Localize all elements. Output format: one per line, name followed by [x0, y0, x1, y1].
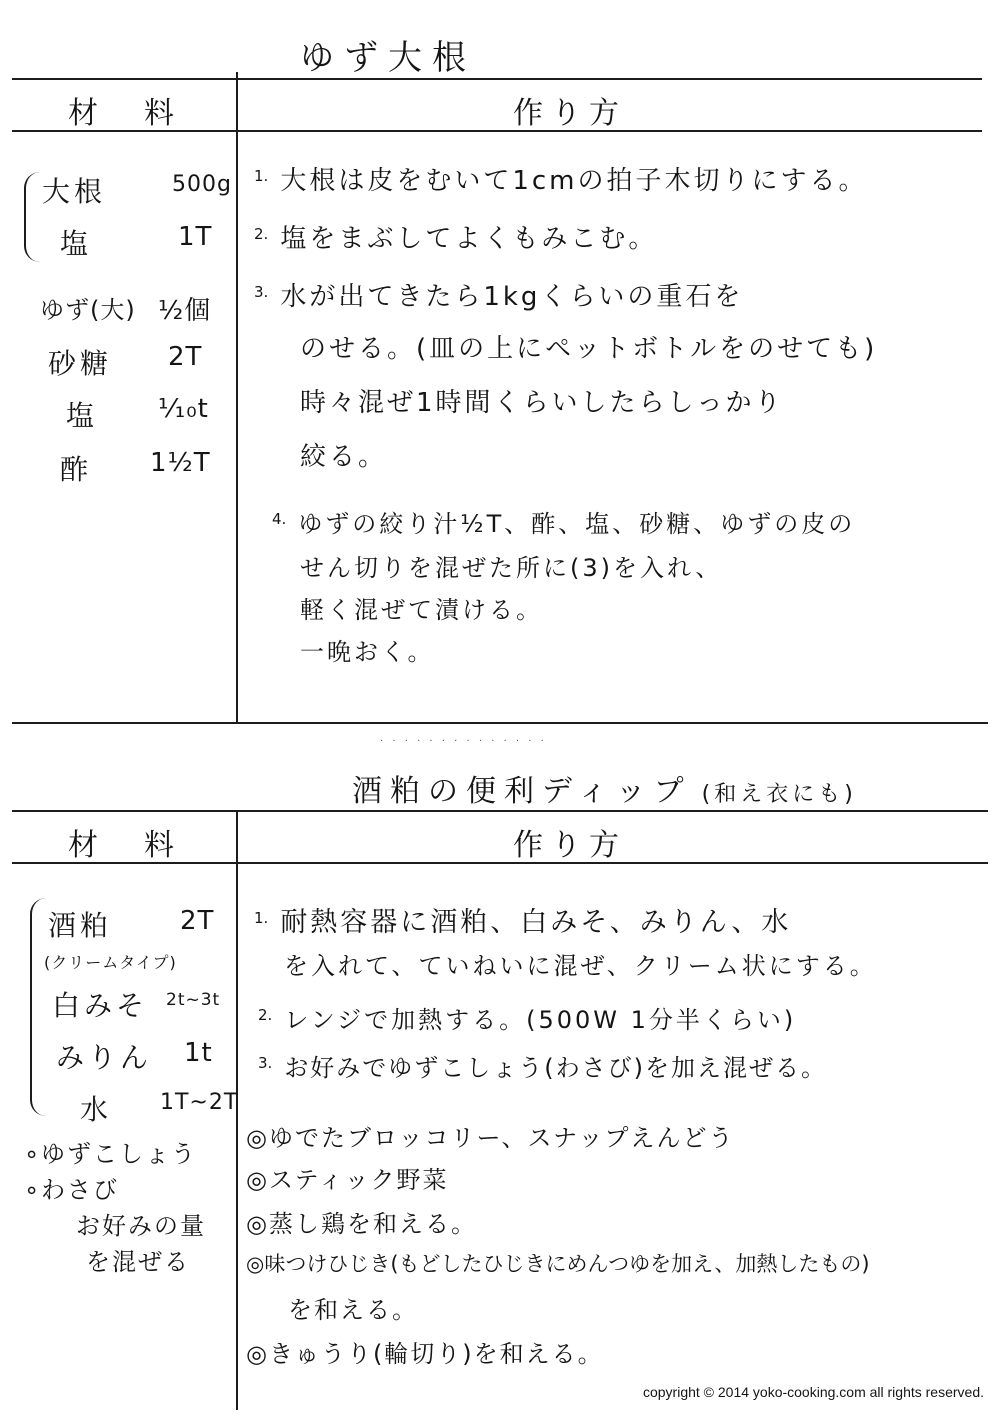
- recipe2-title: 酒粕の便利ディップ (和え衣にも): [352, 774, 857, 809]
- recipe2-serving-line: ◎きゅうり(輪切り)を和える。: [246, 1340, 604, 1368]
- recipe2-step-number: 1.: [254, 909, 269, 927]
- recipe1-ingredient-qty: 500g: [172, 172, 232, 197]
- recipe1-ingredient-qty: ¹⁄₁₀t: [158, 394, 209, 424]
- recipe1-step-line: のせる。(皿の上にペットボトルをのせても): [300, 334, 878, 364]
- recipe1-step-line: $^{4.}$ ゆずの絞り汁½T、酢、塩、砂糖、ゆずの皮の: [272, 510, 856, 538]
- recipe2-ingredients-header: 材 料: [68, 828, 182, 863]
- recipe2-title-note: (和え衣にも): [701, 782, 857, 807]
- recipe1-step-line: せん切りを混ぜた所に(3)を入れ、: [300, 554, 723, 582]
- recipe2-extra: お好みの量: [76, 1212, 206, 1240]
- table1-top-border: [12, 78, 982, 80]
- recipe2-method-header: 作り方: [513, 828, 627, 863]
- recipe1-step-number: 2.: [254, 225, 269, 243]
- section-divider: [12, 722, 988, 724]
- recipe2-ingredient-qty: 2T: [180, 906, 215, 936]
- recipe1-ingredient-name: 砂糖: [48, 347, 113, 380]
- recipe1-step-number: 3.: [254, 283, 269, 301]
- recipe2-serving-line: ◎スティック野菜: [246, 1166, 449, 1194]
- recipe1-step-line: 軽く混ぜて漬ける。: [300, 596, 543, 624]
- recipe2-ingredient-qty: 2t~3t: [166, 990, 221, 1010]
- recipe2-step-line: $^{2.}$ レンジで加熱する。(500W 1分半くらい): [258, 1006, 797, 1034]
- recipe2-serving-line: ◎蒸し鶏を和える。: [246, 1210, 477, 1238]
- table1-column-divider: [236, 72, 238, 722]
- recipe1-step-line: 時々混ぜ1時間くらいしたらしっかり: [300, 388, 784, 418]
- recipe1-title: ゆず大根: [300, 38, 476, 78]
- recipe2-step-line: を入れて、ていねいに混ぜ、クリーム状にする。: [284, 952, 877, 980]
- faint-dots: · · · · · · · · · · · · · ·: [380, 736, 547, 747]
- recipe2-ingredient-brace: [30, 898, 46, 1116]
- recipe2-ingredient-name: 水: [80, 1093, 113, 1126]
- recipe2-ingredient-name: 白みそ: [52, 989, 149, 1022]
- recipe1-step-line: $^{2.}$ 塩をまぶしてよくもみこむ。: [254, 224, 658, 254]
- recipe2-step-number: 2.: [258, 1006, 273, 1024]
- recipe2-step-line: $^{3.}$ お好みでゆずこしょう(わさび)を加え混ぜる。: [258, 1054, 828, 1082]
- recipe1-ingredient-qty: 2T: [168, 342, 203, 372]
- recipe1-step-line: $^{3.}$ 水が出てきたら1kgくらいの重石を: [254, 282, 744, 312]
- recipe1-ingredients-header: 材 料: [68, 96, 182, 131]
- recipe2-ingredient-qty: 1t: [184, 1038, 213, 1068]
- recipe1-ingredient-name: 塩: [60, 227, 93, 260]
- recipe1-step-line: 絞る。: [300, 442, 388, 472]
- recipe1-ingredient-qty: ½個: [158, 296, 212, 326]
- recipe1-ingredient-name: 大根: [42, 175, 107, 208]
- recipe1-ingredient-name: ゆず(大): [40, 296, 136, 324]
- recipe2-extra: を混ぜる: [86, 1248, 190, 1276]
- recipe1-step-number: 1.: [254, 167, 269, 185]
- recipe1-step-line: 一晩おく。: [300, 638, 435, 666]
- recipe1-ingredient-qty: 1½T: [150, 448, 211, 478]
- recipe2-ingredient-name: 酒粕: [48, 909, 113, 942]
- recipe2-serving-line: を和える。: [288, 1296, 418, 1324]
- recipe2-ingredient-note: (クリームタイプ): [44, 953, 177, 972]
- recipe1-step-number: 4.: [272, 510, 287, 528]
- recipe2-step-number: 3.: [258, 1054, 273, 1072]
- recipe1-ingredient-name: 酢: [60, 453, 93, 486]
- recipe2-extra: ∘ゆずこしょう: [24, 1140, 198, 1168]
- recipe2-serving-line: ◎ゆでたブロッコリー、スナップえんどう: [246, 1124, 735, 1152]
- recipe1-method-header: 作り方: [513, 96, 627, 131]
- recipe2-serving-line: ◎味つけひじき(もどしたひじきにめんつゆを加え、加熱したもの): [246, 1252, 870, 1276]
- recipe2-extra: ∘わさび: [24, 1176, 120, 1204]
- recipe2-step-line: $^{1.}$ 耐熱容器に酒粕、白みそ、みりん、水: [254, 907, 792, 938]
- recipe1-ingredient-qty: 1T: [178, 222, 213, 252]
- copyright-notice: copyright © 2014 yoko-cooking.com all rights reserved.: [642, 1384, 984, 1400]
- recipe2-ingredient-qty: 1T~2T: [160, 1090, 239, 1115]
- table2-top-border: [12, 810, 988, 812]
- recipe2-ingredient-name: みりん: [56, 1041, 153, 1074]
- recipe1-ingredient-name: 塩: [66, 399, 99, 432]
- recipe1-step-line: $^{1.}$ 大根は皮をむいて1cmの拍子木切りにする。: [254, 166, 868, 196]
- recipe1-ingredient-brace: [24, 172, 40, 262]
